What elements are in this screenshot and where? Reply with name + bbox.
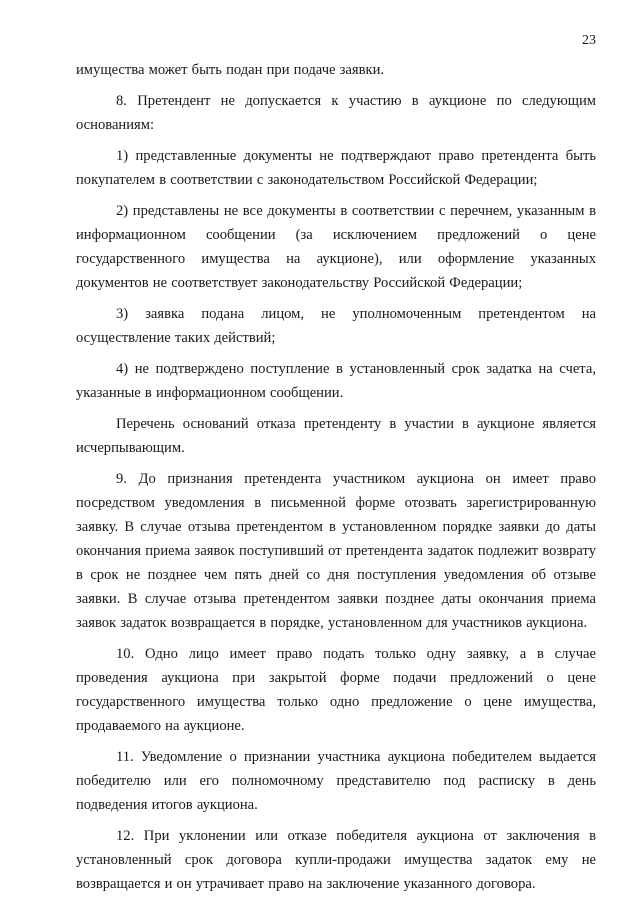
paragraph-item-11: 11. Уведомление о признании участника аукциона победителем выдается победителю или его полномочному представителю под расписку в день подведения итогов аукциона. [76,749,596,813]
paragraph-continuation: имущества может быть подан при подаче заявки. [76,62,385,78]
paragraph-exhaustive-list: Перечень оснований отказа претенденту в участии в аукционе является исчерпывающим. [76,416,596,456]
paragraph-subitem-2: 2) представлены не все документы в соответствии с перечнем, указанным в информационном сообщении (за исключением предложений о цене государственного имущества на аукционе), или оформление указанных документов не соответствует законодательству Российской Федерации; [76,203,596,291]
paragraph-item-12: 12. При уклонении или отказе победителя аукциона от заключения в установленный срок договора купли-продажи имущества задаток ему не возвращается и он утрачивает право на заключение указанного договора. [76,828,596,892]
paragraph-item-9: 9. До признания претендента участником аукциона он имеет право посредством уведомления в письменной форме отозвать зарегистрированную заявку. В случае отзыва претендентом в установленном порядке заявки до даты окончания приема заявок поступивший от претендента задаток подлежит возврату в срок не позднее чем пять дней со дня поступления уведомления об отзыве заявки. В случае отзыва претендентом заявки позднее даты окончания приема заявок задаток возвращается в порядке, установленном для участников аукциона. [76,471,596,631]
paragraph-item-10: 10. Одно лицо имеет право подать только одну заявку, а в случае проведения аукциона при закрытой форме подачи предложений о цене государственного имущества только одно предложение о цене имущества, продаваемого на аукционе. [76,646,596,734]
paragraph-item-8: 8. Претендент не допускается к участию в аукционе по следующим основаниям: [76,93,596,133]
paragraph-subitem-1: 1) представленные документы не подтверждают право претендента быть покупателем в соответствии с законодательством Российской Федерации; [76,148,596,188]
document-body [76,58,596,896]
page-number: 23 [582,33,596,48]
paragraph-subitem-4: 4) не подтверждено поступление в установленный срок задатка на счета, указанные в информационном сообщении. [76,361,596,401]
paragraph-subitem-3: 3) заявка подана лицом, не уполномоченным претендентом на осуществление таких действий; [76,306,596,346]
